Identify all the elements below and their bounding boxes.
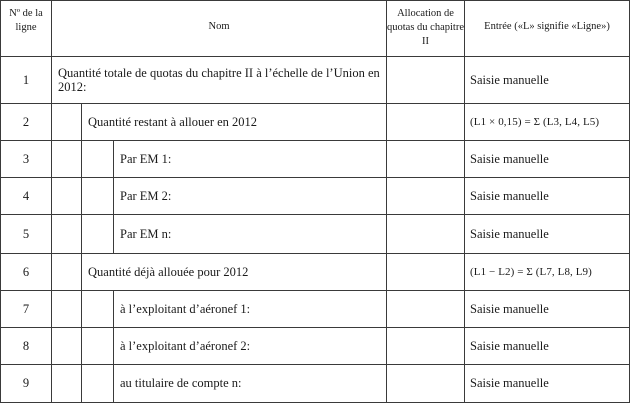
allocation-cell — [387, 214, 465, 253]
line-number: 1 — [1, 56, 52, 103]
table-row — [1, 56, 630, 103]
table-row — [1, 327, 630, 364]
entry-cell: Saisie manuelle — [465, 214, 630, 253]
table-row — [1, 177, 630, 214]
table-row — [1, 140, 630, 177]
allocation-cell — [387, 103, 465, 140]
line-name: Par EM 1: — [114, 140, 387, 177]
indent-cell — [52, 103, 82, 140]
line-name: Quantité totale de quotas du chapitre II à l’échelle de l’Union en 2012: — [52, 56, 387, 103]
line-number: 5 — [1, 214, 52, 253]
allocation-cell — [387, 140, 465, 177]
line-number: 2 — [1, 103, 52, 140]
header-allocation: Allocation de quotas du chapitre II — [387, 1, 465, 57]
entry-cell: (L1 − L2) = Σ (L7, L8, L9) — [465, 253, 630, 290]
allocation-cell — [387, 177, 465, 214]
header-line-number: Nº de la ligne — [1, 1, 52, 57]
indent-cell — [52, 140, 82, 177]
allocation-cell — [387, 290, 465, 327]
entry-cell: Saisie manuelle — [465, 364, 630, 402]
allocation-cell — [387, 253, 465, 290]
header-entry: Entrée («L» signifie «Ligne») — [465, 1, 630, 57]
line-name: Par EM 2: — [114, 177, 387, 214]
line-number: 8 — [1, 327, 52, 364]
indent-cell — [82, 177, 114, 214]
entry-cell: Saisie manuelle — [465, 290, 630, 327]
table-row — [1, 214, 630, 253]
table-row — [1, 253, 630, 290]
indent-cell — [52, 214, 82, 253]
line-number: 7 — [1, 290, 52, 327]
line-name: Quantité restant à allouer en 2012 — [82, 103, 387, 140]
entry-cell: (L1 × 0,15) = Σ (L3, L4, L5) — [465, 103, 630, 140]
indent-cell — [82, 214, 114, 253]
indent-cell — [52, 290, 82, 327]
header-row — [1, 1, 630, 57]
line-name: Par EM n: — [114, 214, 387, 253]
allocation-cell — [387, 364, 465, 402]
table-row — [1, 103, 630, 140]
entry-cell: Saisie manuelle — [465, 177, 630, 214]
line-name: Quantité déjà allouée pour 2012 — [82, 253, 387, 290]
line-number: 9 — [1, 364, 52, 402]
entry-cell: Saisie manuelle — [465, 56, 630, 103]
header-name: Nom — [52, 1, 387, 57]
table-row — [1, 364, 630, 402]
indent-cell — [82, 327, 114, 364]
indent-cell — [82, 290, 114, 327]
line-number: 6 — [1, 253, 52, 290]
line-name: à l’exploitant d’aéronef 2: — [114, 327, 387, 364]
entry-cell: Saisie manuelle — [465, 327, 630, 364]
indent-cell — [52, 177, 82, 214]
line-number: 3 — [1, 140, 52, 177]
indent-cell — [82, 140, 114, 177]
entry-cell: Saisie manuelle — [465, 140, 630, 177]
indent-cell — [52, 253, 82, 290]
indent-cell — [52, 327, 82, 364]
indent-cell — [82, 364, 114, 402]
line-number: 4 — [1, 177, 52, 214]
allocation-cell — [387, 56, 465, 103]
table-row — [1, 290, 630, 327]
indent-cell — [52, 364, 82, 402]
allocation-cell — [387, 327, 465, 364]
line-name: au titulaire de compte n: — [114, 364, 387, 402]
line-name: à l’exploitant d’aéronef 1: — [114, 290, 387, 327]
